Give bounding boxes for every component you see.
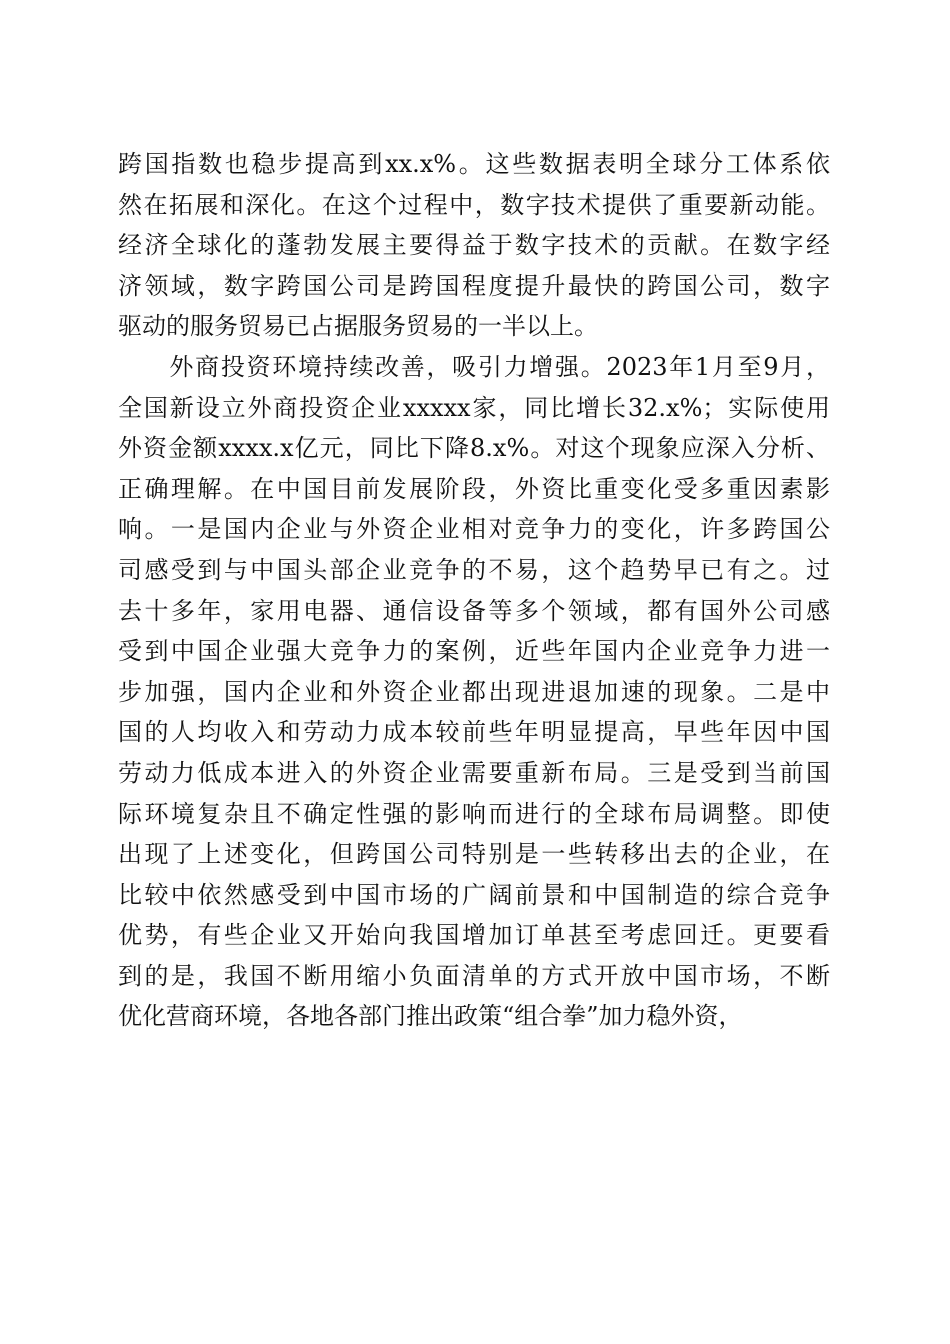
text-line: 国的人均收入和劳动力成本较前些年明显提高，早些年因中国 — [118, 718, 830, 747]
text-line: 正确理解。在中国目前发展阶段，外资比重变化受多重因素影 — [118, 474, 830, 503]
paragraph-2 — [118, 347, 830, 1037]
text-line: 到的是，我国不断用缩小负面清单的方式开放中国市场，不断 — [118, 961, 830, 990]
text-line: 然在拓展和深化。在这个过程中，数字技术提供了重要新动能。 — [118, 190, 830, 219]
text-line: 劳动力低成本进入的外资企业需要重新布局。三是受到当前国 — [118, 758, 830, 787]
text-line: 驱动的服务贸易已占据服务贸易的一半以上。 — [118, 312, 598, 341]
text-line: 优化营商环境，各地各部门推出政策“组合拳”加力稳外资， — [118, 1002, 743, 1031]
document-page — [118, 144, 830, 1037]
text-line: 比较中依然感受到中国市场的广阔前景和中国制造的综合竞争 — [118, 880, 830, 909]
paragraph-1 — [118, 144, 830, 347]
text-line: 经济全球化的蓬勃发展主要得益于数字技术的贡献。在数字经 — [118, 231, 830, 260]
text-line: 外资金额xxxx.x亿元，同比下降8.x%。对这个现象应深入分析、 — [118, 434, 830, 463]
text-line: 受到中国企业强大竞争力的案例，近些年国内企业竞争力进一 — [118, 637, 830, 666]
text-line: 司感受到与中国头部企业竞争的不易，这个趋势早已有之。过 — [118, 555, 830, 584]
text-line: 跨国指数也稳步提高到xx.x%。这些数据表明全球分工体系依 — [118, 150, 830, 178]
text-line: 外商投资环境持续改善，吸引力增强。2023年1月至9月， — [118, 352, 830, 381]
text-line: 全国新设立外商投资企业xxxxx家，同比增长32.x%；实际使用 — [118, 393, 830, 422]
text-line: 去十多年，家用电器、通信设备等多个领域，都有国外公司感 — [118, 596, 830, 625]
text-line: 响。一是国内企业与外资企业相对竞争力的变化，许多跨国公 — [118, 515, 830, 544]
text-line: 出现了上述变化，但跨国公司特别是一些转移出去的企业，在 — [118, 840, 830, 869]
text-line: 优势，有些企业又开始向我国增加订单甚至考虑回迁。更要看 — [118, 921, 830, 950]
text-line: 际环境复杂且不确定性强的影响而进行的全球布局调整。即使 — [118, 799, 830, 828]
text-line: 步加强，国内企业和外资企业都出现进退加速的现象。二是中 — [118, 677, 830, 706]
text-line: 济领域，数字跨国公司是跨国程度提升最快的跨国公司，数字 — [118, 271, 830, 300]
